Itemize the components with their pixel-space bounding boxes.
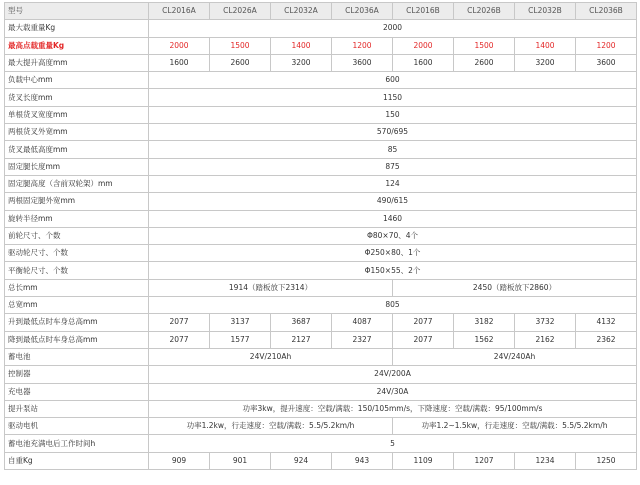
spec-table xyxy=(4,2,637,470)
spec-value: 1207 xyxy=(454,452,515,469)
spec-value: 2362 xyxy=(576,331,637,348)
spec-label: 升到最低点时车身总高mm xyxy=(5,314,149,331)
spec-row xyxy=(5,383,637,400)
spec-value: 24V/30A xyxy=(149,383,637,400)
spec-value: 3600 xyxy=(576,54,637,71)
spec-value: 4132 xyxy=(576,314,637,331)
model-header: CL2032B xyxy=(515,3,576,20)
spec-row xyxy=(5,452,637,469)
spec-row xyxy=(5,175,637,192)
spec-row xyxy=(5,54,637,71)
spec-label: 提升泵站 xyxy=(5,400,149,417)
spec-value: 1460 xyxy=(149,210,637,227)
spec-value: 805 xyxy=(149,297,637,314)
spec-label: 降到最低点时车身总高mm xyxy=(5,331,149,348)
spec-value: 85 xyxy=(149,141,637,158)
spec-value: 1234 xyxy=(515,452,576,469)
spec-value: 24V/240Ah xyxy=(393,348,637,365)
spec-value: 3200 xyxy=(271,54,332,71)
spec-value: 1200 xyxy=(576,37,637,54)
spec-value: 2162 xyxy=(515,331,576,348)
spec-label: 驱动电机 xyxy=(5,418,149,435)
spec-value: 1400 xyxy=(515,37,576,54)
spec-label: 固定腿高度（含前双轮架）mm xyxy=(5,175,149,192)
spec-label: 旋转半径mm xyxy=(5,210,149,227)
spec-value: 3687 xyxy=(271,314,332,331)
spec-row xyxy=(5,72,637,89)
spec-label: 总长mm xyxy=(5,279,149,296)
spec-row xyxy=(5,210,637,227)
spec-value: 24V/200A xyxy=(149,366,637,383)
spec-value: 909 xyxy=(149,452,210,469)
spec-value: 4087 xyxy=(332,314,393,331)
spec-value: 1500 xyxy=(454,37,515,54)
spec-label: 最大载重量Kg xyxy=(5,20,149,37)
spec-row xyxy=(5,314,637,331)
spec-value: 875 xyxy=(149,158,637,175)
spec-value: 570/695 xyxy=(149,124,637,141)
spec-label: 货叉最低高度mm xyxy=(5,141,149,158)
spec-value: 3732 xyxy=(515,314,576,331)
spec-label: 最高点载重量Kg xyxy=(5,37,149,54)
spec-value: 2450（踏板放下2860） xyxy=(393,279,637,296)
spec-value: 124 xyxy=(149,175,637,192)
spec-label: 固定腿长度mm xyxy=(5,158,149,175)
spec-value: 2327 xyxy=(332,331,393,348)
spec-value: 1109 xyxy=(393,452,454,469)
spec-value: 功率1.2kw，行走速度：空载/满载：5.5/5.2km/h xyxy=(149,418,393,435)
spec-label: 自重Kg xyxy=(5,452,149,469)
spec-row xyxy=(5,37,637,54)
spec-value: 490/615 xyxy=(149,193,637,210)
spec-value: 24V/210Ah xyxy=(149,348,393,365)
spec-label: 最大提升高度mm xyxy=(5,54,149,71)
spec-label: 两根货叉外宽mm xyxy=(5,124,149,141)
spec-value: 2127 xyxy=(271,331,332,348)
spec-label: 蓄电池 xyxy=(5,348,149,365)
spec-row xyxy=(5,245,637,262)
spec-row xyxy=(5,193,637,210)
spec-label: 蓄电池充满电后工作时间h xyxy=(5,435,149,452)
spec-value: 1200 xyxy=(332,37,393,54)
model-header: CL2032A xyxy=(271,3,332,20)
spec-row xyxy=(5,348,637,365)
model-header: CL2036B xyxy=(576,3,637,20)
spec-label: 驱动轮尺寸、个数 xyxy=(5,245,149,262)
spec-row xyxy=(5,366,637,383)
spec-value: 1562 xyxy=(454,331,515,348)
spec-value: 2600 xyxy=(210,54,271,71)
spec-row xyxy=(5,141,637,158)
spec-row xyxy=(5,331,637,348)
spec-row xyxy=(5,418,637,435)
spec-label: 货叉长度mm xyxy=(5,89,149,106)
spec-label: 充电器 xyxy=(5,383,149,400)
spec-value: 1600 xyxy=(149,54,210,71)
spec-value: 3600 xyxy=(332,54,393,71)
model-header: CL2026A xyxy=(210,3,271,20)
spec-value: 1250 xyxy=(576,452,637,469)
spec-value: 5 xyxy=(149,435,637,452)
spec-row xyxy=(5,262,637,279)
spec-value: 2077 xyxy=(149,314,210,331)
spec-label: 总宽mm xyxy=(5,297,149,314)
spec-label: 负载中心mm xyxy=(5,72,149,89)
spec-value: Φ250×80、1个 xyxy=(149,245,637,262)
spec-value: 3137 xyxy=(210,314,271,331)
spec-value: 1400 xyxy=(271,37,332,54)
spec-value: 2077 xyxy=(393,331,454,348)
spec-value: 1577 xyxy=(210,331,271,348)
spec-value: 1600 xyxy=(393,54,454,71)
spec-value: 2000 xyxy=(149,37,210,54)
spec-row xyxy=(5,297,637,314)
spec-value: 600 xyxy=(149,72,637,89)
model-header: CL2016A xyxy=(149,3,210,20)
spec-row xyxy=(5,435,637,452)
spec-row xyxy=(5,158,637,175)
spec-table-body xyxy=(5,3,637,470)
spec-value: 1500 xyxy=(210,37,271,54)
model-header: CL2016B xyxy=(393,3,454,20)
spec-label: 单根货叉宽度mm xyxy=(5,106,149,123)
model-header: CL2036A xyxy=(332,3,393,20)
spec-row xyxy=(5,20,637,37)
spec-value: 150 xyxy=(149,106,637,123)
spec-value: 功率1.2~1.5kw，行走速度：空载/满载：5.5/5.2km/h xyxy=(393,418,637,435)
spec-label: 平衡轮尺寸、个数 xyxy=(5,262,149,279)
spec-value: 功率3kw，提升速度：空载/满载：150/105mm/s，下降速度：空载/满载：95/100mm/s xyxy=(149,400,637,417)
spec-label: 控制器 xyxy=(5,366,149,383)
model-header: CL2026B xyxy=(454,3,515,20)
spec-value: 2000 xyxy=(393,37,454,54)
spec-row xyxy=(5,227,637,244)
spec-value: 3200 xyxy=(515,54,576,71)
spec-label: 两根固定腿外宽mm xyxy=(5,193,149,210)
spec-row xyxy=(5,106,637,123)
spec-value: 2077 xyxy=(149,331,210,348)
spec-value: 924 xyxy=(271,452,332,469)
spec-value: 2000 xyxy=(149,20,637,37)
spec-row xyxy=(5,400,637,417)
header-label: 型号 xyxy=(5,3,149,20)
spec-value: 2600 xyxy=(454,54,515,71)
spec-value: 1914（踏板放下2314） xyxy=(149,279,393,296)
spec-value: Φ80×70、4个 xyxy=(149,227,637,244)
spec-row xyxy=(5,89,637,106)
spec-value: 943 xyxy=(332,452,393,469)
spec-value: 1150 xyxy=(149,89,637,106)
header-row xyxy=(5,3,637,20)
spec-row xyxy=(5,124,637,141)
spec-label: 前轮尺寸、个数 xyxy=(5,227,149,244)
spec-value: Φ150×55、2个 xyxy=(149,262,637,279)
spec-value: 2077 xyxy=(393,314,454,331)
spec-value: 901 xyxy=(210,452,271,469)
spec-row xyxy=(5,279,637,296)
spec-value: 3182 xyxy=(454,314,515,331)
